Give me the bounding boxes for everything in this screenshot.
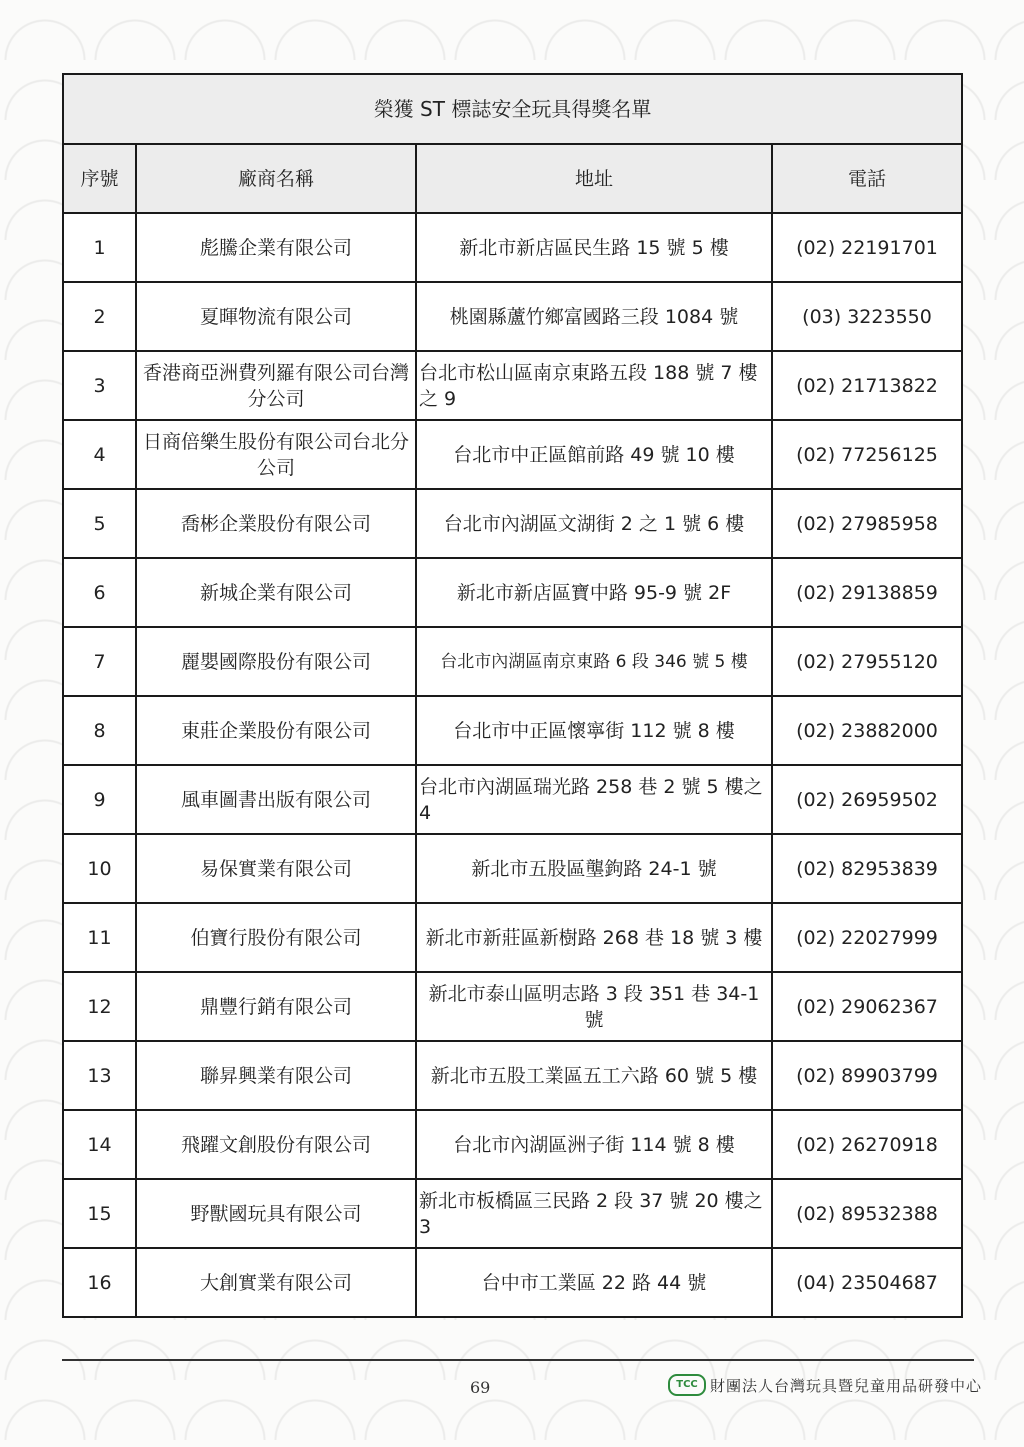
cell-company: 飛躍文創股份有限公司 bbox=[136, 1110, 416, 1179]
cell-address: 新北市泰山區明志路 3 段 351 巷 34-1號 bbox=[416, 972, 772, 1041]
table-row bbox=[63, 972, 962, 1041]
table-row bbox=[63, 1248, 962, 1317]
cell-company: 聯昇興業有限公司 bbox=[136, 1041, 416, 1110]
table-row bbox=[63, 1041, 962, 1110]
cell-address: 台北市內湖區南京東路 6 段 346 號 5 樓 bbox=[416, 627, 772, 696]
cell-no: 7 bbox=[63, 627, 136, 696]
table-row bbox=[63, 213, 962, 282]
cell-phone: (03) 3223550 bbox=[772, 282, 962, 351]
cell-phone: (02) 21713822 bbox=[772, 351, 962, 420]
page-number: 69 bbox=[470, 1378, 491, 1397]
cell-phone: (02) 23882000 bbox=[772, 696, 962, 765]
cell-phone: (02) 27985958 bbox=[772, 489, 962, 558]
table-row bbox=[63, 489, 962, 558]
cell-no: 14 bbox=[63, 1110, 136, 1179]
cell-no: 15 bbox=[63, 1179, 136, 1248]
cell-no: 3 bbox=[63, 351, 136, 420]
table-row bbox=[63, 627, 962, 696]
cell-address: 新北市五股區壟鉤路 24-1 號 bbox=[416, 834, 772, 903]
table-row bbox=[63, 696, 962, 765]
cell-no: 8 bbox=[63, 696, 136, 765]
cell-address: 台北市內湖區洲子街 114 號 8 樓 bbox=[416, 1110, 772, 1179]
cell-company: 香港商亞洲費列羅有限公司台灣分公司 bbox=[136, 351, 416, 420]
organization-name: 財團法人台灣玩具暨兒童用品研發中心 bbox=[710, 1376, 983, 1395]
cell-address: 新北市板橋區三民路 2 段 37 號 20 樓之3 bbox=[416, 1179, 772, 1248]
cell-no: 11 bbox=[63, 903, 136, 972]
cell-phone: (02) 27955120 bbox=[772, 627, 962, 696]
cell-address: 新北市新莊區新樹路 268 巷 18 號 3 樓 bbox=[416, 903, 772, 972]
cell-no: 12 bbox=[63, 972, 136, 1041]
cell-phone: (02) 77256125 bbox=[772, 420, 962, 489]
cell-no: 1 bbox=[63, 213, 136, 282]
cell-no: 2 bbox=[63, 282, 136, 351]
cell-phone: (02) 26959502 bbox=[772, 765, 962, 834]
cell-address: 新北市新店區寶中路 95-9 號 2F bbox=[416, 558, 772, 627]
cell-phone: (02) 29062367 bbox=[772, 972, 962, 1041]
cell-address: 桃園縣蘆竹鄉富國路三段 1084 號 bbox=[416, 282, 772, 351]
cell-no: 5 bbox=[63, 489, 136, 558]
cell-phone: (02) 22027999 bbox=[772, 903, 962, 972]
cell-address: 台北市中正區館前路 49 號 10 樓 bbox=[416, 420, 772, 489]
cell-address: 台北市內湖區瑞光路 258 巷 2 號 5 樓之4 bbox=[416, 765, 772, 834]
header-no: 序號 bbox=[63, 144, 136, 213]
cell-no: 13 bbox=[63, 1041, 136, 1110]
cell-phone: (02) 89532388 bbox=[772, 1179, 962, 1248]
table-row bbox=[63, 903, 962, 972]
cell-phone: (04) 23504687 bbox=[772, 1248, 962, 1317]
cell-no: 16 bbox=[63, 1248, 136, 1317]
cell-company: 彪騰企業有限公司 bbox=[136, 213, 416, 282]
table-row bbox=[63, 420, 962, 489]
table-row bbox=[63, 282, 962, 351]
table-title: 榮獲 ST 標誌安全玩具得獎名單 bbox=[63, 74, 962, 144]
cell-company: 大創實業有限公司 bbox=[136, 1248, 416, 1317]
cell-company: 喬彬企業股份有限公司 bbox=[136, 489, 416, 558]
award-table bbox=[62, 73, 963, 1318]
header-phone: 電話 bbox=[772, 144, 962, 213]
table-row bbox=[63, 351, 962, 420]
cell-phone: (02) 29138859 bbox=[772, 558, 962, 627]
cell-company: 麗嬰國際股份有限公司 bbox=[136, 627, 416, 696]
cell-company: 野獸國玩具有限公司 bbox=[136, 1179, 416, 1248]
table-row bbox=[63, 834, 962, 903]
footer-divider bbox=[62, 1359, 974, 1361]
award-table-container bbox=[62, 73, 961, 1318]
table-row bbox=[63, 1179, 962, 1248]
cell-address: 台北市松山區南京東路五段 188 號 7 樓之 9 bbox=[416, 351, 772, 420]
header-address: 地址 bbox=[416, 144, 772, 213]
cell-no: 10 bbox=[63, 834, 136, 903]
cell-company: 鼎豐行銷有限公司 bbox=[136, 972, 416, 1041]
header-company: 廠商名稱 bbox=[136, 144, 416, 213]
cell-phone: (02) 89903799 bbox=[772, 1041, 962, 1110]
cell-address: 台北市內湖區文湖街 2 之 1 號 6 樓 bbox=[416, 489, 772, 558]
cell-company: 夏暉物流有限公司 bbox=[136, 282, 416, 351]
table-row bbox=[63, 1110, 962, 1179]
tcc-logo-icon: TCC bbox=[668, 1374, 706, 1396]
cell-address: 新北市五股工業區五工六路 60 號 5 樓 bbox=[416, 1041, 772, 1110]
footer-organization bbox=[668, 1374, 982, 1396]
cell-company: 日商倍樂生股份有限公司台北分公司 bbox=[136, 420, 416, 489]
cell-company: 東莊企業股份有限公司 bbox=[136, 696, 416, 765]
table-row bbox=[63, 765, 962, 834]
cell-address: 新北市新店區民生路 15 號 5 樓 bbox=[416, 213, 772, 282]
cell-phone: (02) 82953839 bbox=[772, 834, 962, 903]
cell-no: 9 bbox=[63, 765, 136, 834]
cell-no: 4 bbox=[63, 420, 136, 489]
cell-company: 新城企業有限公司 bbox=[136, 558, 416, 627]
cell-address: 台中市工業區 22 路 44 號 bbox=[416, 1248, 772, 1317]
table-row bbox=[63, 558, 962, 627]
cell-address: 台北市中正區懷寧街 112 號 8 樓 bbox=[416, 696, 772, 765]
cell-company: 易保實業有限公司 bbox=[136, 834, 416, 903]
cell-no: 6 bbox=[63, 558, 136, 627]
cell-company: 伯寶行股份有限公司 bbox=[136, 903, 416, 972]
cell-company: 風車圖書出版有限公司 bbox=[136, 765, 416, 834]
cell-phone: (02) 22191701 bbox=[772, 213, 962, 282]
cell-phone: (02) 26270918 bbox=[772, 1110, 962, 1179]
